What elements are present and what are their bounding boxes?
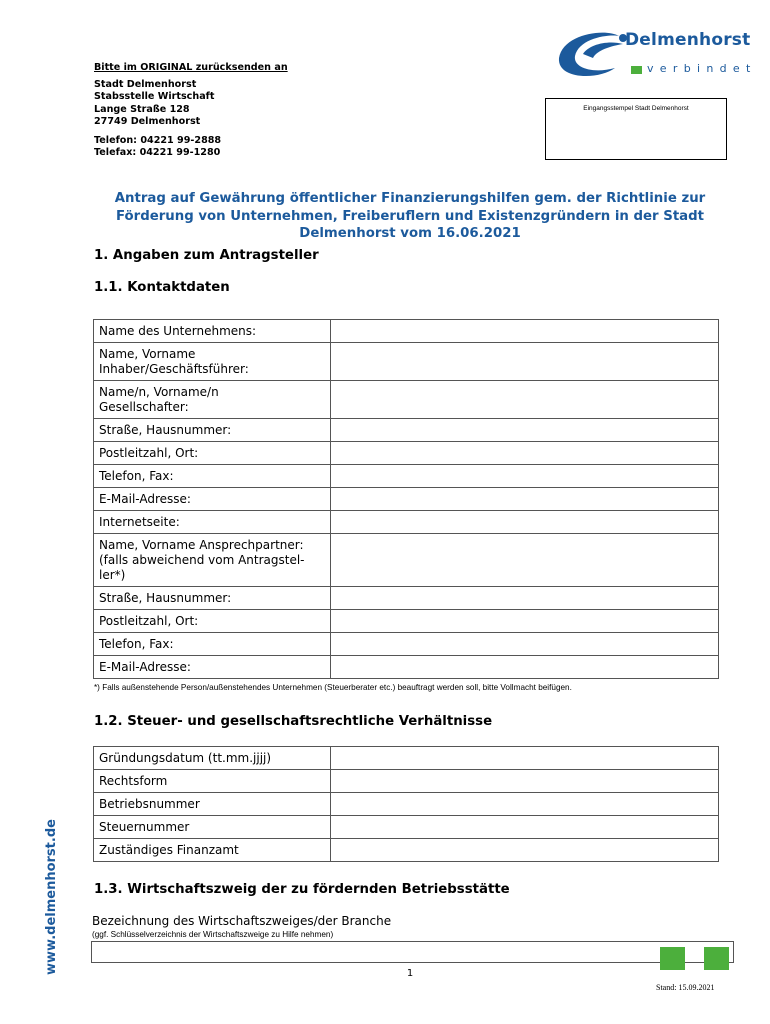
contact-street-field[interactable]	[331, 587, 719, 610]
logo-swoosh-icon	[553, 28, 633, 84]
founding-date-field[interactable]	[331, 747, 719, 770]
field-label: E-Mail-Adresse:	[94, 656, 331, 679]
address-line: Stabsstelle Wirtschaft	[94, 91, 215, 103]
document-title: Antrag auf Gewährung öffentlicher Finanzierungshilfen gem. der Richtlinie zur Förderung von Unternehmen, Freiberuflern und Existenzgründern in der Stadt Delmenhorst vom 16.06.2021	[114, 191, 706, 241]
tax-office-input[interactable]	[331, 839, 718, 861]
logo-name: Delmenhorst	[625, 30, 751, 50]
side-website-url: www.delmenhorst.de	[44, 819, 59, 975]
table-row	[94, 747, 719, 770]
contact-email-field[interactable]	[331, 656, 719, 679]
contact-email-input[interactable]	[331, 656, 718, 678]
field-label: Telefon, Fax:	[94, 465, 331, 488]
contact-zip-city-input[interactable]	[331, 610, 718, 632]
authorization-footnote: *) Falls außenstehende Person/außenstehendes Unternehmen (Steuerberater etc.) beauftragt werden soll, bitte Vollmacht beifügen.	[94, 683, 572, 692]
field-label: Name, Vorname Inhaber/Geschäftsführer:	[94, 343, 331, 381]
phone-fax-field[interactable]	[331, 465, 719, 488]
green-square-decoration	[704, 947, 729, 970]
field-label: Postleitzahl, Ort:	[94, 442, 331, 465]
company-name-input[interactable]	[331, 320, 718, 342]
table-row	[94, 419, 719, 442]
table-row	[94, 633, 719, 656]
tax-number-input[interactable]	[331, 816, 718, 838]
page-number: 1	[406, 968, 414, 979]
delmenhorst-logo	[553, 28, 757, 84]
receipt-stamp-box	[545, 98, 727, 160]
partners-name-field[interactable]	[331, 381, 719, 419]
branch-field[interactable]	[91, 941, 734, 963]
website-field[interactable]	[331, 511, 719, 534]
table-row	[94, 511, 719, 534]
field-label: Postleitzahl, Ort:	[94, 610, 331, 633]
table-row	[94, 793, 719, 816]
owner-name-input[interactable]	[331, 343, 718, 380]
tax-legal-table	[93, 746, 719, 862]
field-label: Steuernummer	[94, 816, 331, 839]
founding-date-input[interactable]	[331, 747, 718, 769]
field-label: Telefon, Fax:	[94, 633, 331, 656]
logo-green-square	[631, 66, 642, 74]
contact-street-input[interactable]	[331, 587, 718, 609]
field-label: Betriebsnummer	[94, 793, 331, 816]
field-label: E-Mail-Adresse:	[94, 488, 331, 511]
business-number-field[interactable]	[331, 793, 719, 816]
contact-zip-city-field[interactable]	[331, 610, 719, 633]
field-label: Gründungsdatum (tt.mm.jjjj)	[94, 747, 331, 770]
field-label: Straße, Hausnummer:	[94, 419, 331, 442]
field-label: Zuständiges Finanzamt	[94, 839, 331, 862]
table-row	[94, 587, 719, 610]
table-row	[94, 770, 719, 793]
branch-label: Bezeichnung des Wirtschaftszweiges/der Branche	[92, 914, 392, 928]
table-row	[94, 839, 719, 862]
address-line: 27749 Delmenhorst	[94, 115, 201, 127]
street-input[interactable]	[331, 419, 718, 441]
revision-date: Stand: 15.09.2021	[656, 983, 715, 992]
zip-city-field[interactable]	[331, 442, 719, 465]
table-row	[94, 488, 719, 511]
field-label: Name des Unternehmens:	[94, 320, 331, 343]
address-line: Lange Straße 128	[94, 103, 190, 115]
field-label: Straße, Hausnummer:	[94, 587, 331, 610]
partners-name-input[interactable]	[331, 381, 718, 418]
return-note: Bitte im ORIGINAL zurücksenden an	[94, 62, 288, 73]
business-number-input[interactable]	[331, 793, 718, 815]
section-heading: 1. Angaben zum Antragsteller	[94, 248, 319, 263]
contact-phone-fax-input[interactable]	[331, 633, 718, 655]
phone-fax-input[interactable]	[331, 465, 718, 487]
contact-person-input[interactable]	[331, 534, 718, 586]
field-label: Name, Vorname Ansprechpartner: (falls abweichend vom Antragstel- ler*)	[94, 534, 331, 587]
table-row	[94, 816, 719, 839]
stamp-label: Eingangsstempel Stadt Delmenhorst	[583, 105, 689, 112]
phone-number: Telefon: 04221 99-2888	[94, 135, 222, 147]
subsection-heading-tax: 1.2. Steuer- und gesellschaftsrechtliche Verhältnisse	[94, 714, 493, 729]
contact-person-field[interactable]	[331, 534, 719, 587]
website-input[interactable]	[331, 511, 718, 533]
email-field[interactable]	[331, 488, 719, 511]
email-input[interactable]	[331, 488, 718, 510]
table-row	[94, 610, 719, 633]
table-row	[94, 465, 719, 488]
table-row	[94, 442, 719, 465]
logo-slogan: verbindet	[647, 62, 757, 75]
legal-form-field[interactable]	[331, 770, 719, 793]
contact-phone-fax-field[interactable]	[331, 633, 719, 656]
legal-form-input[interactable]	[331, 770, 718, 792]
table-row	[94, 656, 719, 679]
zip-city-input[interactable]	[331, 442, 718, 464]
fax-number: Telefax: 04221 99-1280	[94, 147, 221, 159]
green-square-decoration	[660, 947, 685, 970]
company-name-field[interactable]	[331, 320, 719, 343]
tax-number-field[interactable]	[331, 816, 719, 839]
owner-name-field[interactable]	[331, 343, 719, 381]
table-row	[94, 343, 719, 381]
branch-input[interactable]	[92, 942, 737, 964]
table-row	[94, 381, 719, 419]
sender-address-block	[94, 62, 288, 159]
table-row	[94, 320, 719, 343]
contact-data-table	[93, 319, 719, 679]
field-label: Rechtsform	[94, 770, 331, 793]
tax-office-field[interactable]	[331, 839, 719, 862]
field-label: Internetseite:	[94, 511, 331, 534]
subsection-heading-branch: 1.3. Wirtschaftszweig der zu fördernden Betriebsstätte	[94, 882, 510, 897]
address-line: Stadt Delmenhorst	[94, 79, 197, 91]
table-row	[94, 534, 719, 587]
branch-hint: (ggf. Schlüsselverzeichnis der Wirtschaftszweige zu Hilfe nehmen)	[92, 930, 334, 939]
subsection-heading-contact: 1.1. Kontaktdaten	[94, 280, 230, 295]
field-label: Name/n, Vorname/n Gesellschafter:	[94, 381, 331, 419]
street-field[interactable]	[331, 419, 719, 442]
